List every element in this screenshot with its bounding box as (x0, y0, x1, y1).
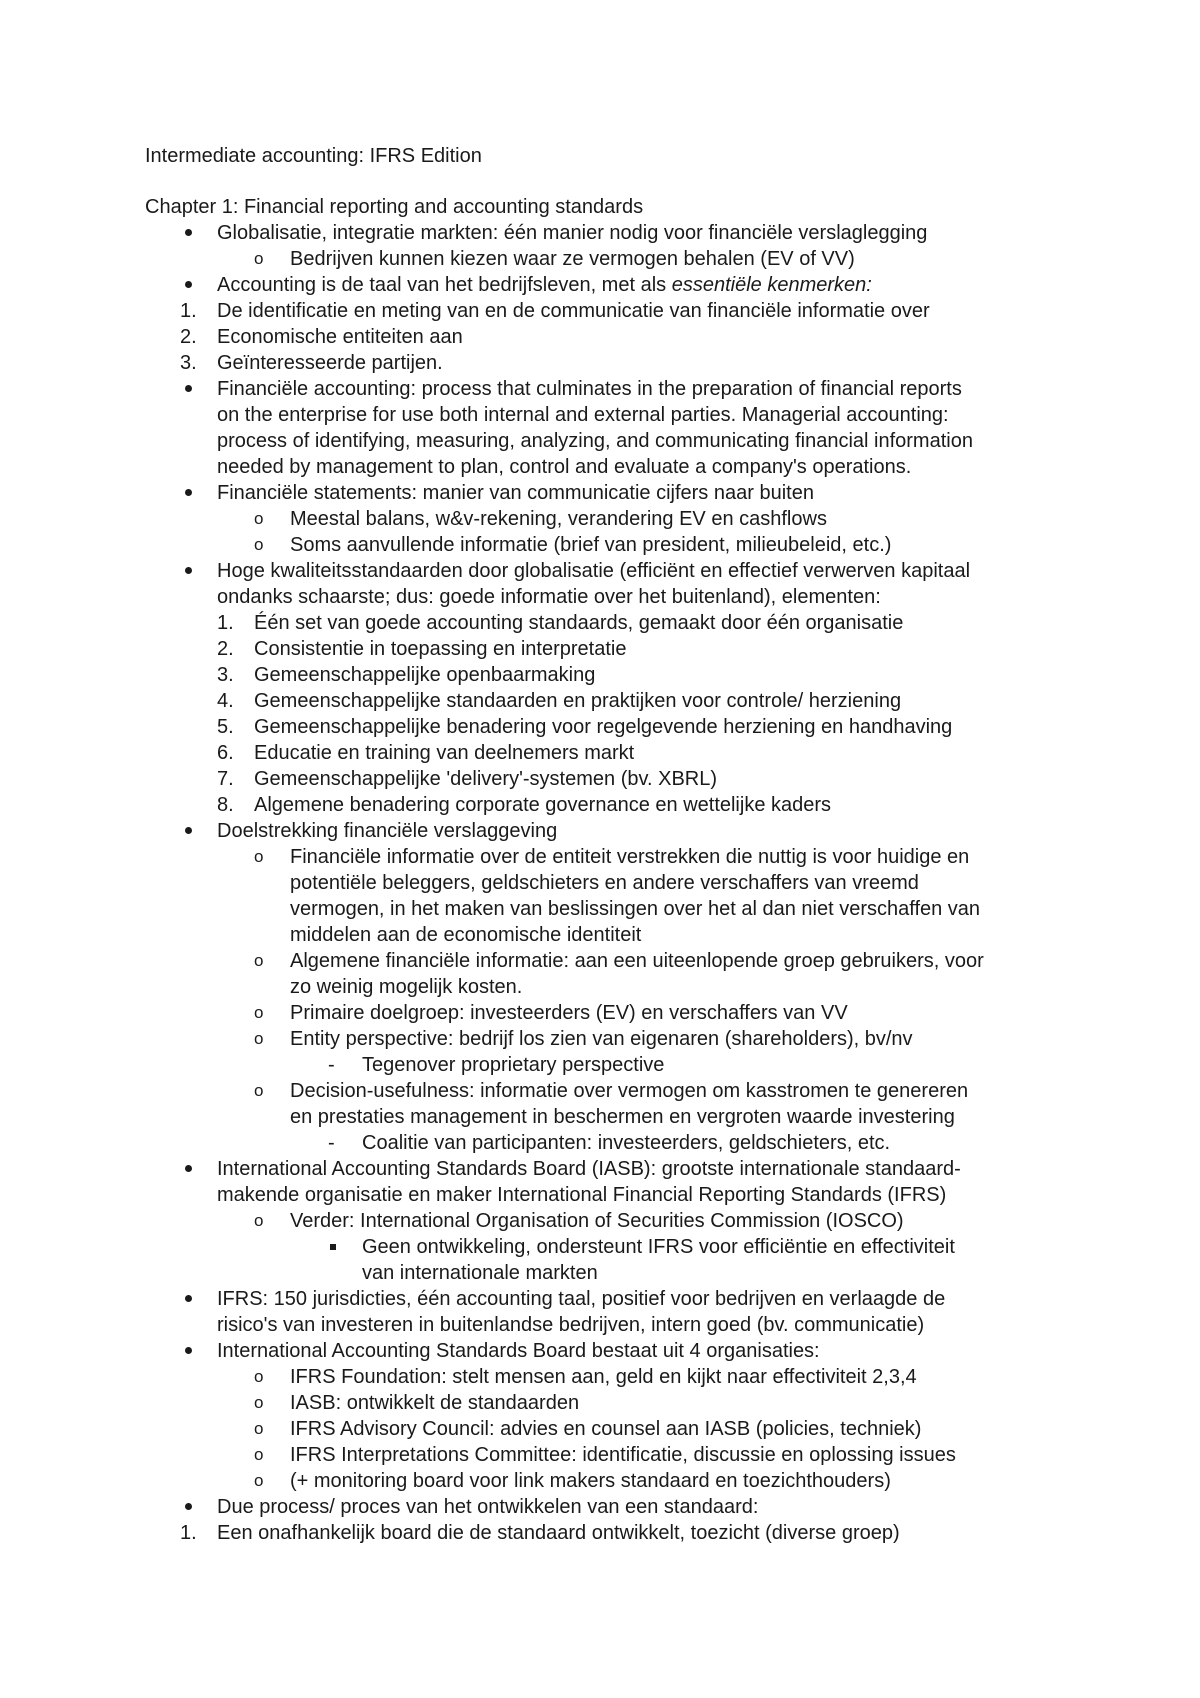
bullet-icon (185, 1295, 192, 1302)
numbered-item: 3. Gemeenschappelijke openbaarmaking (217, 664, 596, 686)
list-item: o Meestal balans, w&v-rekening, verandering EV en cashflows (254, 508, 827, 530)
list-item-continuation: en prestaties management in beschermen en vergroten waarde investering (290, 1106, 955, 1128)
list-item-continuation: ondanks schaarste; dus: goede informatie over het buitenland), elementen: (217, 586, 881, 608)
list-item: o IASB: ontwikkelt de standaarden (254, 1392, 580, 1414)
numbered-item: 8. Algemene benadering corporate governance en wettelijke kaders (217, 794, 832, 816)
list-item: o IFRS Interpretations Committee: identificatie, discussie en oplossing issues (254, 1444, 956, 1466)
circle-bullet-icon: o (254, 249, 264, 268)
list-item: International Accounting Standards Board bestaat uit 4 organisaties: (0, 1338, 1200, 1364)
bullet-icon (185, 567, 192, 574)
list-item-continuation: van internationale markten (362, 1262, 598, 1284)
list-item: - Coalitie van participanten: investeerders, geldschieters, etc. (328, 1132, 891, 1154)
circle-bullet-icon: o (254, 509, 264, 528)
list-item: Doelstrekking financiële verslaggeving (0, 818, 1200, 844)
numbered-item: 2. Consistentie in toepassing en interpretatie (217, 638, 627, 660)
list-item: o Algemene financiële informatie: aan een uiteenlopende groep gebruikers, voor (254, 950, 984, 972)
list-item-continuation: process of identifying, measuring, analyzing, and communicating financial information (217, 430, 973, 452)
list-item: IFRS: 150 jurisdicties, één accounting taal, positief voor bedrijven en verlaagde de (0, 1286, 1200, 1312)
list-item-continuation: vermogen, in het maken van beslissingen over het al dan niet verschaffen van (290, 898, 981, 920)
numbered-item: 1. Een onafhankelijk board die de standaard ontwikkelt, toezicht (diverse groep) (180, 1522, 900, 1544)
dash-bullet-icon: - (328, 1132, 335, 1154)
circle-bullet-icon: o (254, 1471, 264, 1490)
bullet-icon (185, 489, 192, 496)
list-item: Financiële accounting: process that culminates in the preparation of financial reports (0, 376, 1200, 402)
document-title: Intermediate accounting: IFRS Edition (145, 145, 482, 167)
square-bullet-icon (330, 1244, 336, 1250)
circle-bullet-icon: o (254, 951, 264, 970)
list-item: o Verder: International Organisation of Securities Commission (IOSCO) (254, 1210, 904, 1232)
numbered-item: 3. Geïnteresseerde partijen. (180, 352, 443, 374)
numbered-item: 7. Gemeenschappelijke 'delivery'-systemen (bv. XBRL) (217, 768, 718, 790)
list-item: o Entity perspective: bedrijf los zien van eigenaren (shareholders), bv/nv (254, 1028, 913, 1050)
list-item-continuation: makende organisatie en maker International Financial Reporting Standards (IFRS) (217, 1184, 947, 1206)
bullet-icon (185, 385, 192, 392)
list-item: o IFRS Foundation: stelt mensen aan, geld en kijkt naar effectiviteit 2,3,4 (254, 1366, 917, 1388)
list-item-continuation: risico's van investeren in buitenlandse bedrijven, intern goed (bv. communicatie) (217, 1314, 925, 1336)
circle-bullet-icon: o (254, 535, 264, 554)
list-item-continuation: needed by management to plan, control and evaluate a company's operations. (217, 456, 912, 478)
list-item: Financiële statements: manier van communicatie cijfers naar buiten (0, 480, 1200, 506)
circle-bullet-icon: o (254, 1081, 264, 1100)
numbered-item: 4. Gemeenschappelijke standaarden en praktijken voor controle/ herziening (217, 690, 902, 712)
list-item: International Accounting Standards Board (IASB): grootste internationale standaard- (0, 1156, 1200, 1182)
circle-bullet-icon: o (254, 847, 264, 866)
circle-bullet-icon: o (254, 1419, 264, 1438)
list-item: o IFRS Advisory Council: advies en counsel aan IASB (policies, techniek) (254, 1418, 922, 1440)
circle-bullet-icon: o (254, 1029, 264, 1048)
numbered-item: 6. Educatie en training van deelnemers markt (217, 742, 635, 764)
list-item: o Decision-usefulness: informatie over vermogen om kasstromen te genereren (254, 1080, 969, 1102)
circle-bullet-icon: o (254, 1393, 264, 1412)
list-item: o Soms aanvullende informatie (brief van president, milieubeleid, etc.) (254, 534, 892, 556)
list-item: o (+ monitoring board voor link makers standaard en toezichthouders) (254, 1470, 891, 1492)
list-item: Due process/ proces van het ontwikkelen van een standaard: (0, 1494, 1200, 1520)
list-item: Hoge kwaliteitsstandaarden door globalisatie (efficiënt en effectief verwerven kapitaal (0, 558, 1200, 584)
numbered-item: 2. Economische entiteiten aan (180, 326, 463, 348)
list-item (0, 272, 1200, 298)
list-item-continuation: on the enterprise for use both internal and external parties. Managerial accounting: (217, 404, 949, 426)
chapter-heading: Chapter 1: Financial reporting and accounting standards (145, 196, 644, 218)
list-item: Globalisatie, integratie markten: één manier nodig voor financiële verslaglegging (0, 220, 1200, 246)
numbered-item: 1. De identificatie en meting van en de communicatie van financiële informatie over (180, 300, 930, 322)
bullet-icon (185, 1503, 192, 1510)
bullet-icon (185, 281, 192, 288)
circle-bullet-icon: o (254, 1003, 264, 1022)
dash-bullet-icon: - (328, 1054, 335, 1076)
bullet-icon (185, 229, 192, 236)
list-item: o Financiële informatie over de entiteit verstrekken die nuttig is voor huidige en (254, 846, 970, 868)
numbered-item: 5. Gemeenschappelijke benadering voor regelgevende herziening en handhaving (217, 716, 953, 738)
list-item: o Primaire doelgroep: investeerders (EV) en verschaffers van VV (254, 1002, 848, 1024)
emphasis-text: essentiële kenmerken: (671, 274, 872, 296)
bullet-icon (185, 1347, 192, 1354)
list-item-continuation: potentiële beleggers, geldschieters en andere verschaffers van vreemd (290, 872, 919, 894)
circle-bullet-icon: o (254, 1367, 264, 1386)
list-item-continuation: middelen aan de economische identiteit (290, 924, 642, 946)
list-item-continuation: zo weinig mogelijk kosten. (290, 976, 523, 998)
list-item: Geen ontwikkeling, ondersteunt IFRS voor efficiëntie en effectiviteit (0, 1234, 1200, 1260)
bullet-icon (185, 827, 192, 834)
circle-bullet-icon: o (254, 1211, 264, 1230)
list-item: o Bedrijven kunnen kiezen waar ze vermogen behalen (EV of VV) (254, 248, 855, 270)
circle-bullet-icon: o (254, 1445, 264, 1464)
bullet-icon (185, 1165, 192, 1172)
list-item-text: Accounting is de taal van het bedrijfsleven, met als (217, 274, 672, 296)
numbered-item: 1. Één set van goede accounting standaards, gemaakt door één organisatie (217, 612, 904, 634)
list-item: - Tegenover proprietary perspective (328, 1054, 665, 1076)
